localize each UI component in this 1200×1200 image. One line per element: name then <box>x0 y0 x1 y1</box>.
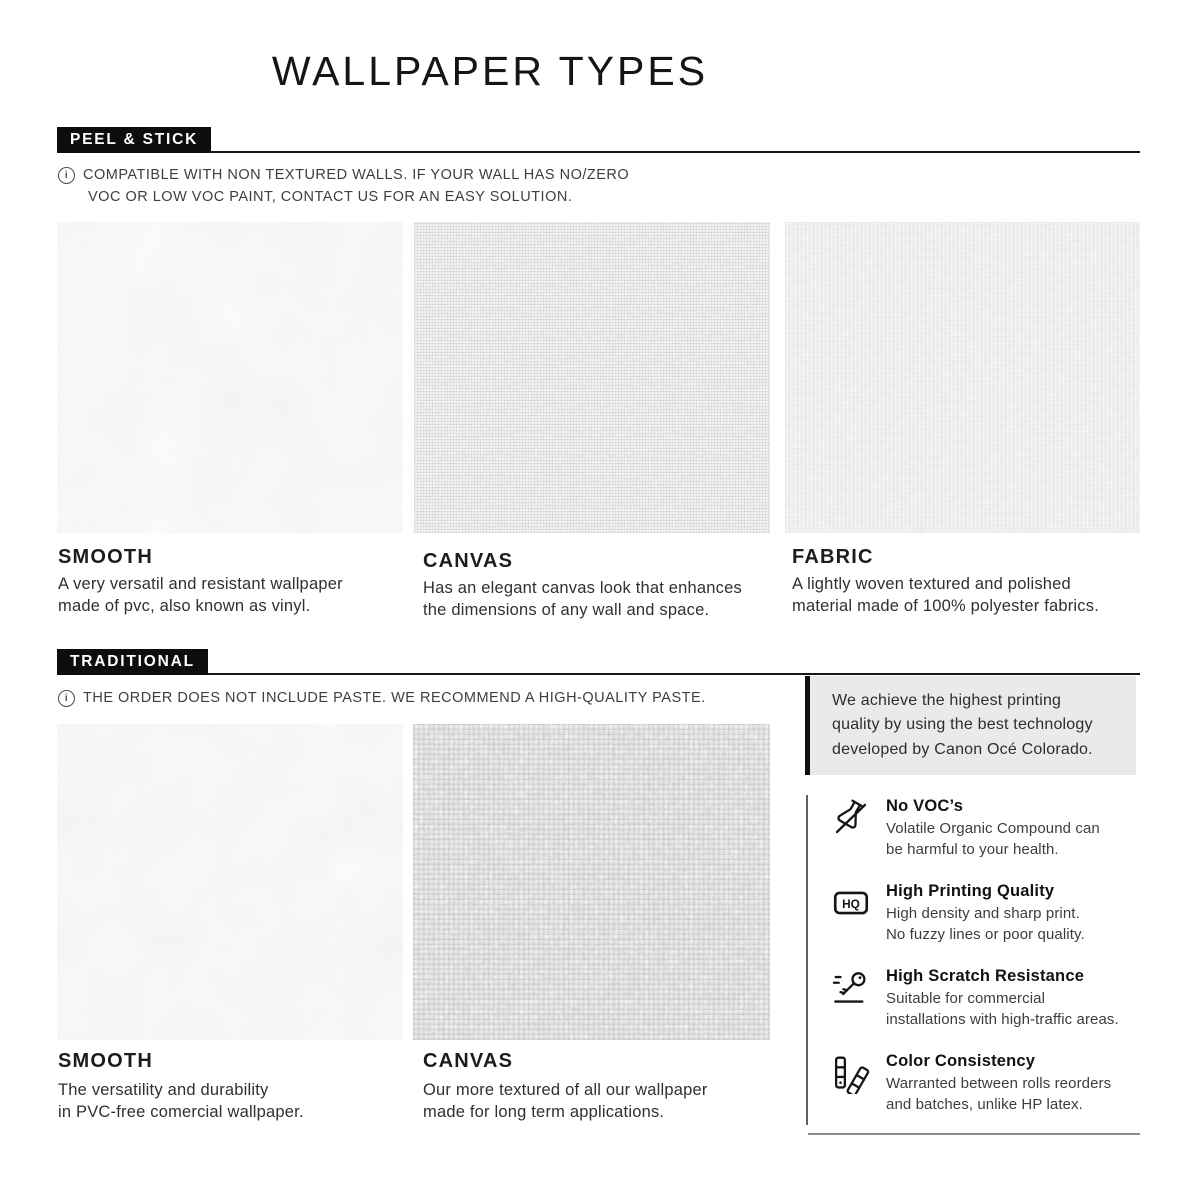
traditional-note <box>58 688 706 710</box>
no-voc-flask-icon <box>830 797 872 839</box>
swatch-traditional-smooth <box>57 724 403 1040</box>
feature-title: High Scratch Resistance <box>886 967 1085 985</box>
feature-text <box>886 967 1119 1030</box>
desc-line: High density and sharp print. <box>886 905 1080 922</box>
feature-color-consistency <box>830 1052 1142 1115</box>
swatch-peel-stick-smooth <box>57 222 403 533</box>
section-divider-peel-stick <box>57 151 1140 153</box>
info-icon: i <box>58 690 75 707</box>
desc-line: Warranted between rolls reorders <box>886 1075 1112 1092</box>
desc-line: installations with high-traffic areas. <box>886 1010 1119 1028</box>
hq-badge-icon <box>830 882 872 924</box>
callout-line: developed by Canon Océ Colorado. <box>832 740 1093 758</box>
desc-line: No fuzzy lines or poor quality. <box>886 925 1085 943</box>
color-swatches-icon <box>830 1052 872 1094</box>
desc-line: made of pvc, also known as vinyl. <box>58 596 311 615</box>
note-line-1: THE ORDER DOES NOT INCLUDE PASTE. WE RECOMMEND A HIGH-QUALITY PASTE. <box>83 690 706 706</box>
note-line-1: COMPATIBLE WITH NON TEXTURED WALLS. IF YOUR WALL HAS NO/ZERO <box>83 167 630 183</box>
desc-line: A lightly woven textured and polished <box>792 575 1071 593</box>
desc-line: made for long term applications. <box>423 1102 665 1121</box>
section-badge-traditional: TRADITIONAL <box>57 649 208 675</box>
swatch-peel-stick-canvas <box>414 222 770 533</box>
section-divider-traditional <box>57 673 1140 675</box>
feature-high-printing-quality <box>830 882 1142 945</box>
peel-stick-note <box>58 165 629 209</box>
callout-line: We achieve the highest printing <box>832 692 1062 709</box>
swatch-traditional-canvas <box>413 724 770 1040</box>
note-text <box>83 688 706 710</box>
swatch-label-canvas-traditional: CANVAS <box>423 1050 514 1072</box>
swatch-desc-smooth <box>58 574 343 618</box>
feature-text <box>886 882 1085 945</box>
page-title: WALLPAPER TYPES <box>271 48 709 94</box>
desc-line: Volatile Organic Compound can <box>886 820 1100 837</box>
desc-line: A very versatil and resistant wallpaper <box>58 575 343 593</box>
feature-text <box>886 1052 1111 1115</box>
info-icon: i <box>58 167 75 184</box>
feature-desc <box>886 819 1100 860</box>
note-text <box>83 165 629 209</box>
note-line-2: VOC OR LOW VOC PAINT, CONTACT US FOR AN EASY SOLUTION. <box>88 188 573 205</box>
svg-text:HQ: HQ <box>842 896 860 911</box>
feature-text <box>886 797 1100 860</box>
bottom-right-rule <box>808 1133 1140 1135</box>
callout-line: quality by using the best technology <box>832 716 1093 734</box>
feature-desc <box>886 1074 1111 1115</box>
desc-line: Our more textured of all our wallpaper <box>423 1081 708 1099</box>
desc-line: material made of 100% polyester fabrics. <box>792 596 1099 615</box>
desc-line: The versatility and durability <box>58 1081 269 1099</box>
swatch-label-canvas: CANVAS <box>423 550 514 572</box>
desc-line: the dimensions of any wall and space. <box>423 600 710 619</box>
feature-no-voc <box>830 797 1142 860</box>
feature-title: High Printing Quality <box>886 882 1055 900</box>
desc-line: be harmful to your health. <box>886 840 1059 858</box>
desc-line: and batches, unlike HP latex. <box>886 1095 1083 1113</box>
desc-line: Has an elegant canvas look that enhances <box>423 579 742 597</box>
desc-line: in PVC-free comercial wallpaper. <box>58 1102 304 1121</box>
feature-title: No VOC’s <box>886 797 964 815</box>
swatch-desc-smooth-traditional <box>58 1080 304 1124</box>
swatch-peel-stick-fabric <box>785 222 1140 533</box>
desc-line: Suitable for commercial <box>886 990 1046 1007</box>
swatch-label-smooth: SMOOTH <box>58 546 153 568</box>
features-vertical-rule <box>806 795 808 1125</box>
feature-scratch-resistance <box>830 967 1142 1030</box>
swatch-label-smooth-traditional: SMOOTH <box>58 1050 153 1072</box>
printing-quality-callout <box>805 676 1136 775</box>
feature-desc <box>886 989 1119 1030</box>
swatch-label-fabric: FABRIC <box>792 546 874 568</box>
swatch-desc-canvas <box>423 578 742 622</box>
feature-title: Color Consistency <box>886 1052 1036 1070</box>
swatch-desc-fabric <box>792 574 1099 618</box>
key-scratch-icon <box>830 967 872 1009</box>
swatch-desc-canvas-traditional <box>423 1080 708 1124</box>
feature-desc <box>886 904 1085 945</box>
section-badge-peel-stick: PEEL & STICK <box>57 127 211 153</box>
